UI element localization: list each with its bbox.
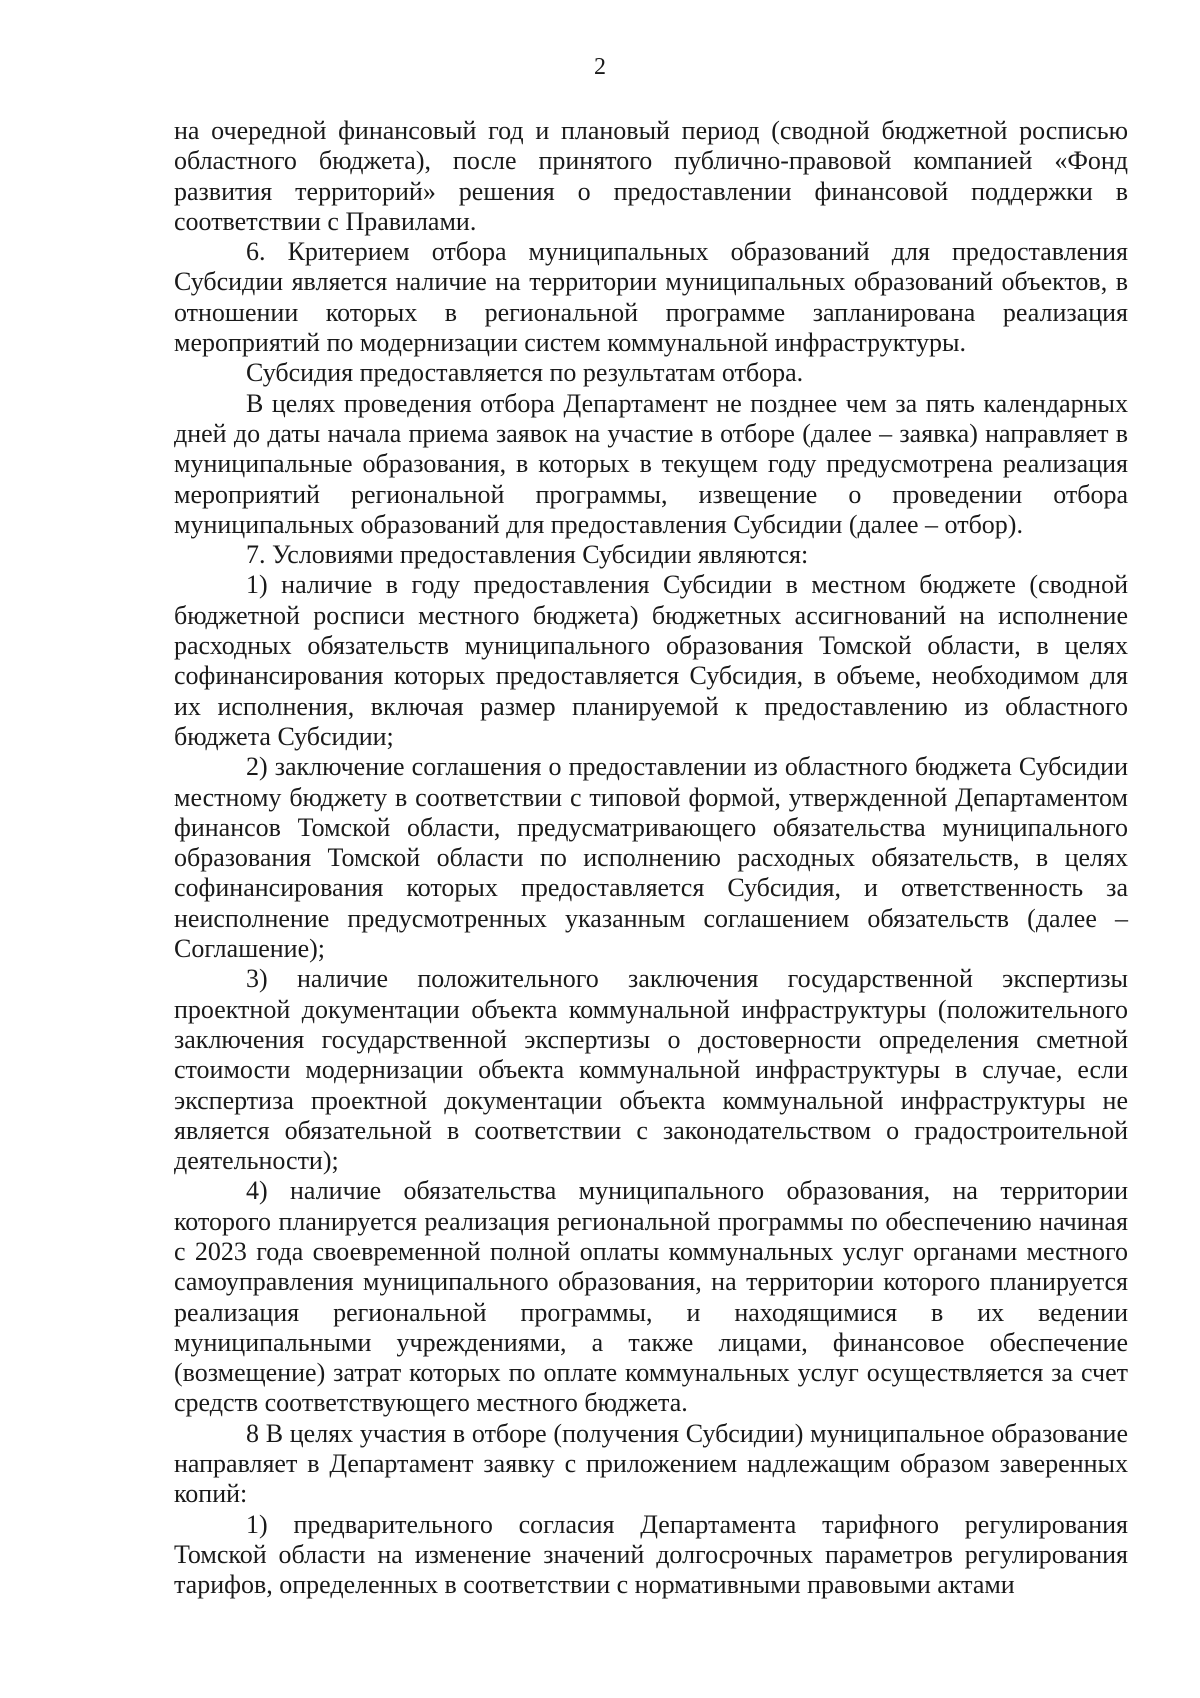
paragraph-subsidy-by-selection: Субсидия предоставляется по результатам отбора. (246, 358, 804, 388)
paragraph-continuation: на очередной финансовый год и плановый период (сводной бюджетной росписью областного бюджета), после принятого публично-правовой компанией «Фонд развития территорий» решения о предоставлении финансовой поддержки в соответствии с Правилами. (174, 116, 1128, 236)
document-body (174, 116, 1128, 1601)
page-number: 2 (594, 54, 606, 80)
paragraph-item-8-application: 8 В целях участия в отборе (получения Субсидии) муниципальное образование направляет в Департамент заявку с приложением надлежащим образом заверенных копий: (174, 1418, 1128, 1509)
paragraph-condition-2: 2) заключение соглашения о предоставлении из областного бюджета Субсидии местному бюджету в соответствии с типовой формой, утвержденной Департаментом финансов Томской области, предусматривающего обязательства муниципального образования Томской области по исполнению расходных обязательств, в целях софинансирования которых предоставляется Субсидия, и ответственность за неисполнение предусмотренных указанным соглашением обязательств (далее – Соглашение); (174, 752, 1128, 964)
paragraph-condition-4: 4) наличие обязательства муниципального образования, на территории которого планируется реализация региональной программы по обеспечению начиная с 2023 года своевременной полной оплаты коммунальных услуг органами местного самоуправления муниципального образования, на территории которого планируется реализация региональной программы, и находящимися в их ведении муниципальными учреждениями, а также лицами, финансовое обеспечение (возмещение) затрат которых по оплате коммунальных услуг осуществляется за счет средств соответствующего местного бюджета. (174, 1176, 1128, 1418)
paragraph-condition-1: 1) наличие в году предоставления Субсидии в местном бюджете (сводной бюджетной росписи местного бюджета) бюджетных ассигнований на исполнение расходных обязательств муниципального образования Томской области, в целях софинансирования которых предоставляется Субсидия, в объеме, необходимом для их исполнения, включая размер планируемой к предоставлению из областного бюджета Субсидии; (174, 570, 1128, 751)
paragraph-item-7-conditions: 7. Условиями предоставления Субсидии являются: (246, 540, 809, 570)
paragraph-selection-notice: В целях проведения отбора Департамент не позднее чем за пять календарных дней до даты начала приема заявок на участие в отборе (далее – заявка) направляет в муниципальные образования, в которых в текущем году предусмотрена реализация мероприятий региональной программы, извещение о проведении отбора муниципальных образований для предоставления Субсидии (далее – отбор). (174, 388, 1128, 539)
paragraph-condition-3: 3) наличие положительного заключения государственной экспертизы проектной документации объекта коммунальной инфраструктуры (положительного заключения государственной экспертизы о достоверности определения сметной стоимости модернизации объекта коммунальной инфраструктуры в случае, если экспертиза проектной документации объекта коммунальной инфраструктуры не является обязательной в соответствии с законодательством о градостроительной деятельности); (174, 964, 1128, 1176)
paragraph-application-copy-1: 1) предварительного согласия Департамента тарифного регулирования Томской области на изменение значений долгосрочных параметров регулирования тарифов, определенных в соответствии с нормативными правовыми актами (174, 1509, 1128, 1600)
paragraph-item-6-criterion: 6. Критерием отбора муниципальных образований для предоставления Субсидии является наличие на территории муниципальных образований объектов, в отношении которых в региональной программе запланирована реализация мероприятий по модернизации систем коммунальной инфраструктуры. (174, 237, 1128, 358)
